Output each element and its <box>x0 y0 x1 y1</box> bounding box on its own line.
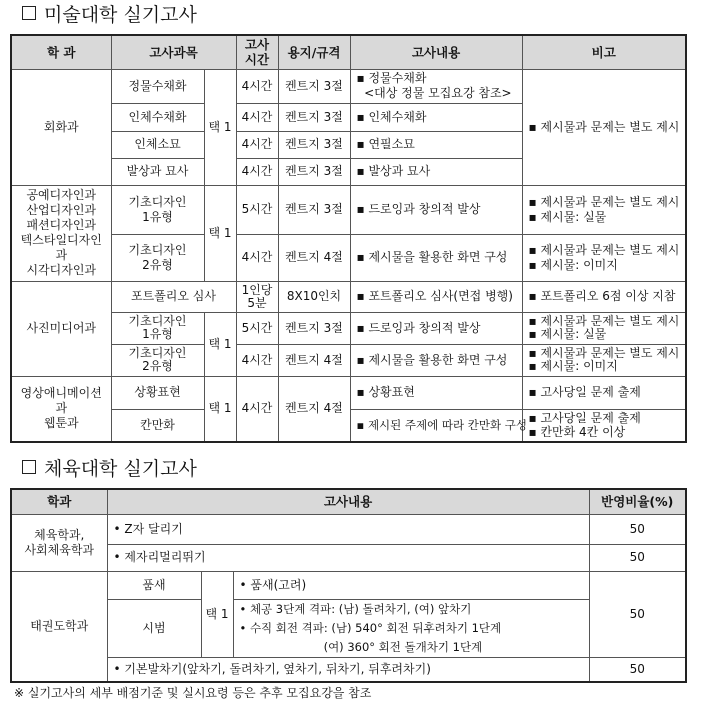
subject-cell: 인체수채화 <box>111 103 204 131</box>
time-cell: 4시간 <box>236 234 278 281</box>
content-cell: ▪ 발상과 묘사 <box>350 158 522 185</box>
content-cell: ▪ 정물수채화 <대상 정물 모집요강 참조> <box>350 69 522 103</box>
sports-exam-table <box>10 488 687 683</box>
note-cell: ▪ 고사당일 문제 출제 ▪ 칸만화 4칸 이상 <box>522 409 686 442</box>
header-dept: 학 과 <box>11 35 111 69</box>
paper-cell: 켄트지 4절 <box>278 234 350 281</box>
table-row <box>11 281 686 312</box>
select-cell: 택 1 <box>204 376 236 442</box>
content-cell: • 기본발차기(앞차기, 돌려차기, 옆차기, 뒤차기, 뒤후려차기) <box>107 657 589 682</box>
dept-cell: 사진미디어과 <box>11 281 111 376</box>
subject-cell: 칸만화 <box>111 409 204 442</box>
table-row <box>11 312 686 344</box>
content-cell: • 체공 3단계 격파: (남) 돌려차기, (여) 앞차기 • 수직 회전 격파: (남) 540° 회전 뒤후려차기 1단계 (여) 360° 회전 돌개차기 1단계 <box>233 599 589 657</box>
table-row <box>11 344 686 376</box>
table-row <box>11 234 686 281</box>
header-paper: 용지/규격 <box>278 35 350 69</box>
time-cell: 4시간 <box>236 158 278 185</box>
paper-cell: 켄트지 3절 <box>278 158 350 185</box>
table-header-row <box>11 489 686 514</box>
checkbox-icon <box>22 460 36 474</box>
subject-cell: 발상과 묘사 <box>111 158 204 185</box>
time-cell: 5시간 <box>236 185 278 234</box>
art-section-title: 미술대학 실기고사 <box>22 4 197 26</box>
header-ratio: 반영비율(%) <box>589 489 686 514</box>
ratio-cell: 50 <box>589 544 686 571</box>
header-content: 고사내용 <box>350 35 522 69</box>
table-row <box>11 514 686 544</box>
select-cell: 택 1 <box>204 185 236 281</box>
dept-cell: 체육학과, 사회체육학과 <box>11 514 107 571</box>
note-cell: ▪ 제시물과 문제는 별도 제시 <box>522 69 686 185</box>
art-exam-table <box>10 34 687 443</box>
content-cell: • 제자리멀리뛰기 <box>107 544 589 571</box>
paper-cell: 켄트지 3절 <box>278 69 350 103</box>
subject-cell: 포트폴리오 심사 <box>111 281 236 312</box>
paper-cell: 8X10인치 <box>278 281 350 312</box>
content-cell: ▪ 드로잉과 창의적 발상 <box>350 312 522 344</box>
content-cell: • 품새(고려) <box>233 571 589 599</box>
select-cell: 택 1 <box>204 312 236 376</box>
time-cell: 4시간 <box>236 103 278 131</box>
select-cell: 택 1 <box>204 69 236 185</box>
content-cell: ▪ 드로잉과 창의적 발상 <box>350 185 522 234</box>
checkbox-icon <box>22 6 36 20</box>
content-cell: • Z자 달리기 <box>107 514 589 544</box>
ratio-cell: 50 <box>589 571 686 657</box>
paper-cell: 켄트지 4절 <box>278 344 350 376</box>
content-cell: ▪ 포트폴리오 심사(면접 병행) <box>350 281 522 312</box>
subject-cell: 품새 <box>107 571 201 599</box>
subject-cell: 기초디자인 2유형 <box>111 234 204 281</box>
time-cell: 1인당 5분 <box>236 281 278 312</box>
ratio-cell: 50 <box>589 657 686 682</box>
header-time: 고사 시간 <box>236 35 278 69</box>
sports-section-title: 체육대학 실기고사 <box>22 458 197 480</box>
time-cell: 4시간 <box>236 376 278 442</box>
content-cell: ▪ 제시물을 활용한 화면 구성 <box>350 234 522 281</box>
table-row <box>11 376 686 409</box>
time-cell: 4시간 <box>236 131 278 158</box>
subject-cell: 시범 <box>107 599 201 657</box>
note-cell: ▪ 포트폴리오 6점 이상 지참 <box>522 281 686 312</box>
time-cell: 4시간 <box>236 69 278 103</box>
header-content: 고사내용 <box>107 489 589 514</box>
table-row <box>11 185 686 234</box>
content-cell: ▪ 연필소묘 <box>350 131 522 158</box>
paper-cell: 켄트지 4절 <box>278 376 350 442</box>
footnote: ※ 실기고사의 세부 배점기준 및 실시요령 등은 추후 모집요강을 참조 <box>14 686 372 700</box>
note-cell: ▪ 제시물과 문제는 별도 제시 ▪ 제시물: 이미지 <box>522 234 686 281</box>
select-cell: 택 1 <box>201 571 233 657</box>
table-row <box>11 544 686 571</box>
note-cell: ▪ 제시물과 문제는 별도 제시 ▪ 제시물: 실물 <box>522 185 686 234</box>
time-cell: 4시간 <box>236 344 278 376</box>
subject-cell: 인체소묘 <box>111 131 204 158</box>
content-cell: ▪ 제시된 주제에 따라 칸만화 구성 <box>350 409 522 442</box>
dept-cell: 영상애니메이션과 웹툰과 <box>11 376 111 442</box>
note-cell: ▪ 고사당일 문제 출제 <box>522 376 686 409</box>
header-dept: 학과 <box>11 489 107 514</box>
ratio-cell: 50 <box>589 514 686 544</box>
paper-cell: 켄트지 3절 <box>278 131 350 158</box>
paper-cell: 켄트지 3절 <box>278 312 350 344</box>
paper-cell: 켄트지 3절 <box>278 103 350 131</box>
content-cell: ▪ 제시물을 활용한 화면 구성 <box>350 344 522 376</box>
table-row <box>11 69 686 103</box>
paper-cell: 켄트지 3절 <box>278 185 350 234</box>
content-cell: ▪ 상황표현 <box>350 376 522 409</box>
dept-cell: 회화과 <box>11 69 111 185</box>
header-note: 비고 <box>522 35 686 69</box>
time-cell: 5시간 <box>236 312 278 344</box>
subject-cell: 기초디자인 2유형 <box>111 344 204 376</box>
table-header-row <box>11 35 686 69</box>
dept-cell: 태권도학과 <box>11 571 107 682</box>
table-row <box>11 571 686 599</box>
note-cell: ▪ 제시물과 문제는 별도 제시 ▪ 제시물: 실물 <box>522 312 686 344</box>
subject-cell: 기초디자인 1유형 <box>111 312 204 344</box>
subject-cell: 기초디자인 1유형 <box>111 185 204 234</box>
note-cell: ▪ 제시물과 문제는 별도 제시 ▪ 제시물: 이미지 <box>522 344 686 376</box>
content-cell: ▪ 인체수채화 <box>350 103 522 131</box>
subject-cell: 상황표현 <box>111 376 204 409</box>
table-row <box>11 657 686 682</box>
header-subject: 고사과목 <box>111 35 236 69</box>
dept-cell: 공예디자인과 산업디자인과 패션디자인과 텍스타일디자인과 시각디자인과 <box>11 185 111 281</box>
subject-cell: 정물수채화 <box>111 69 204 103</box>
table-row <box>11 599 686 657</box>
